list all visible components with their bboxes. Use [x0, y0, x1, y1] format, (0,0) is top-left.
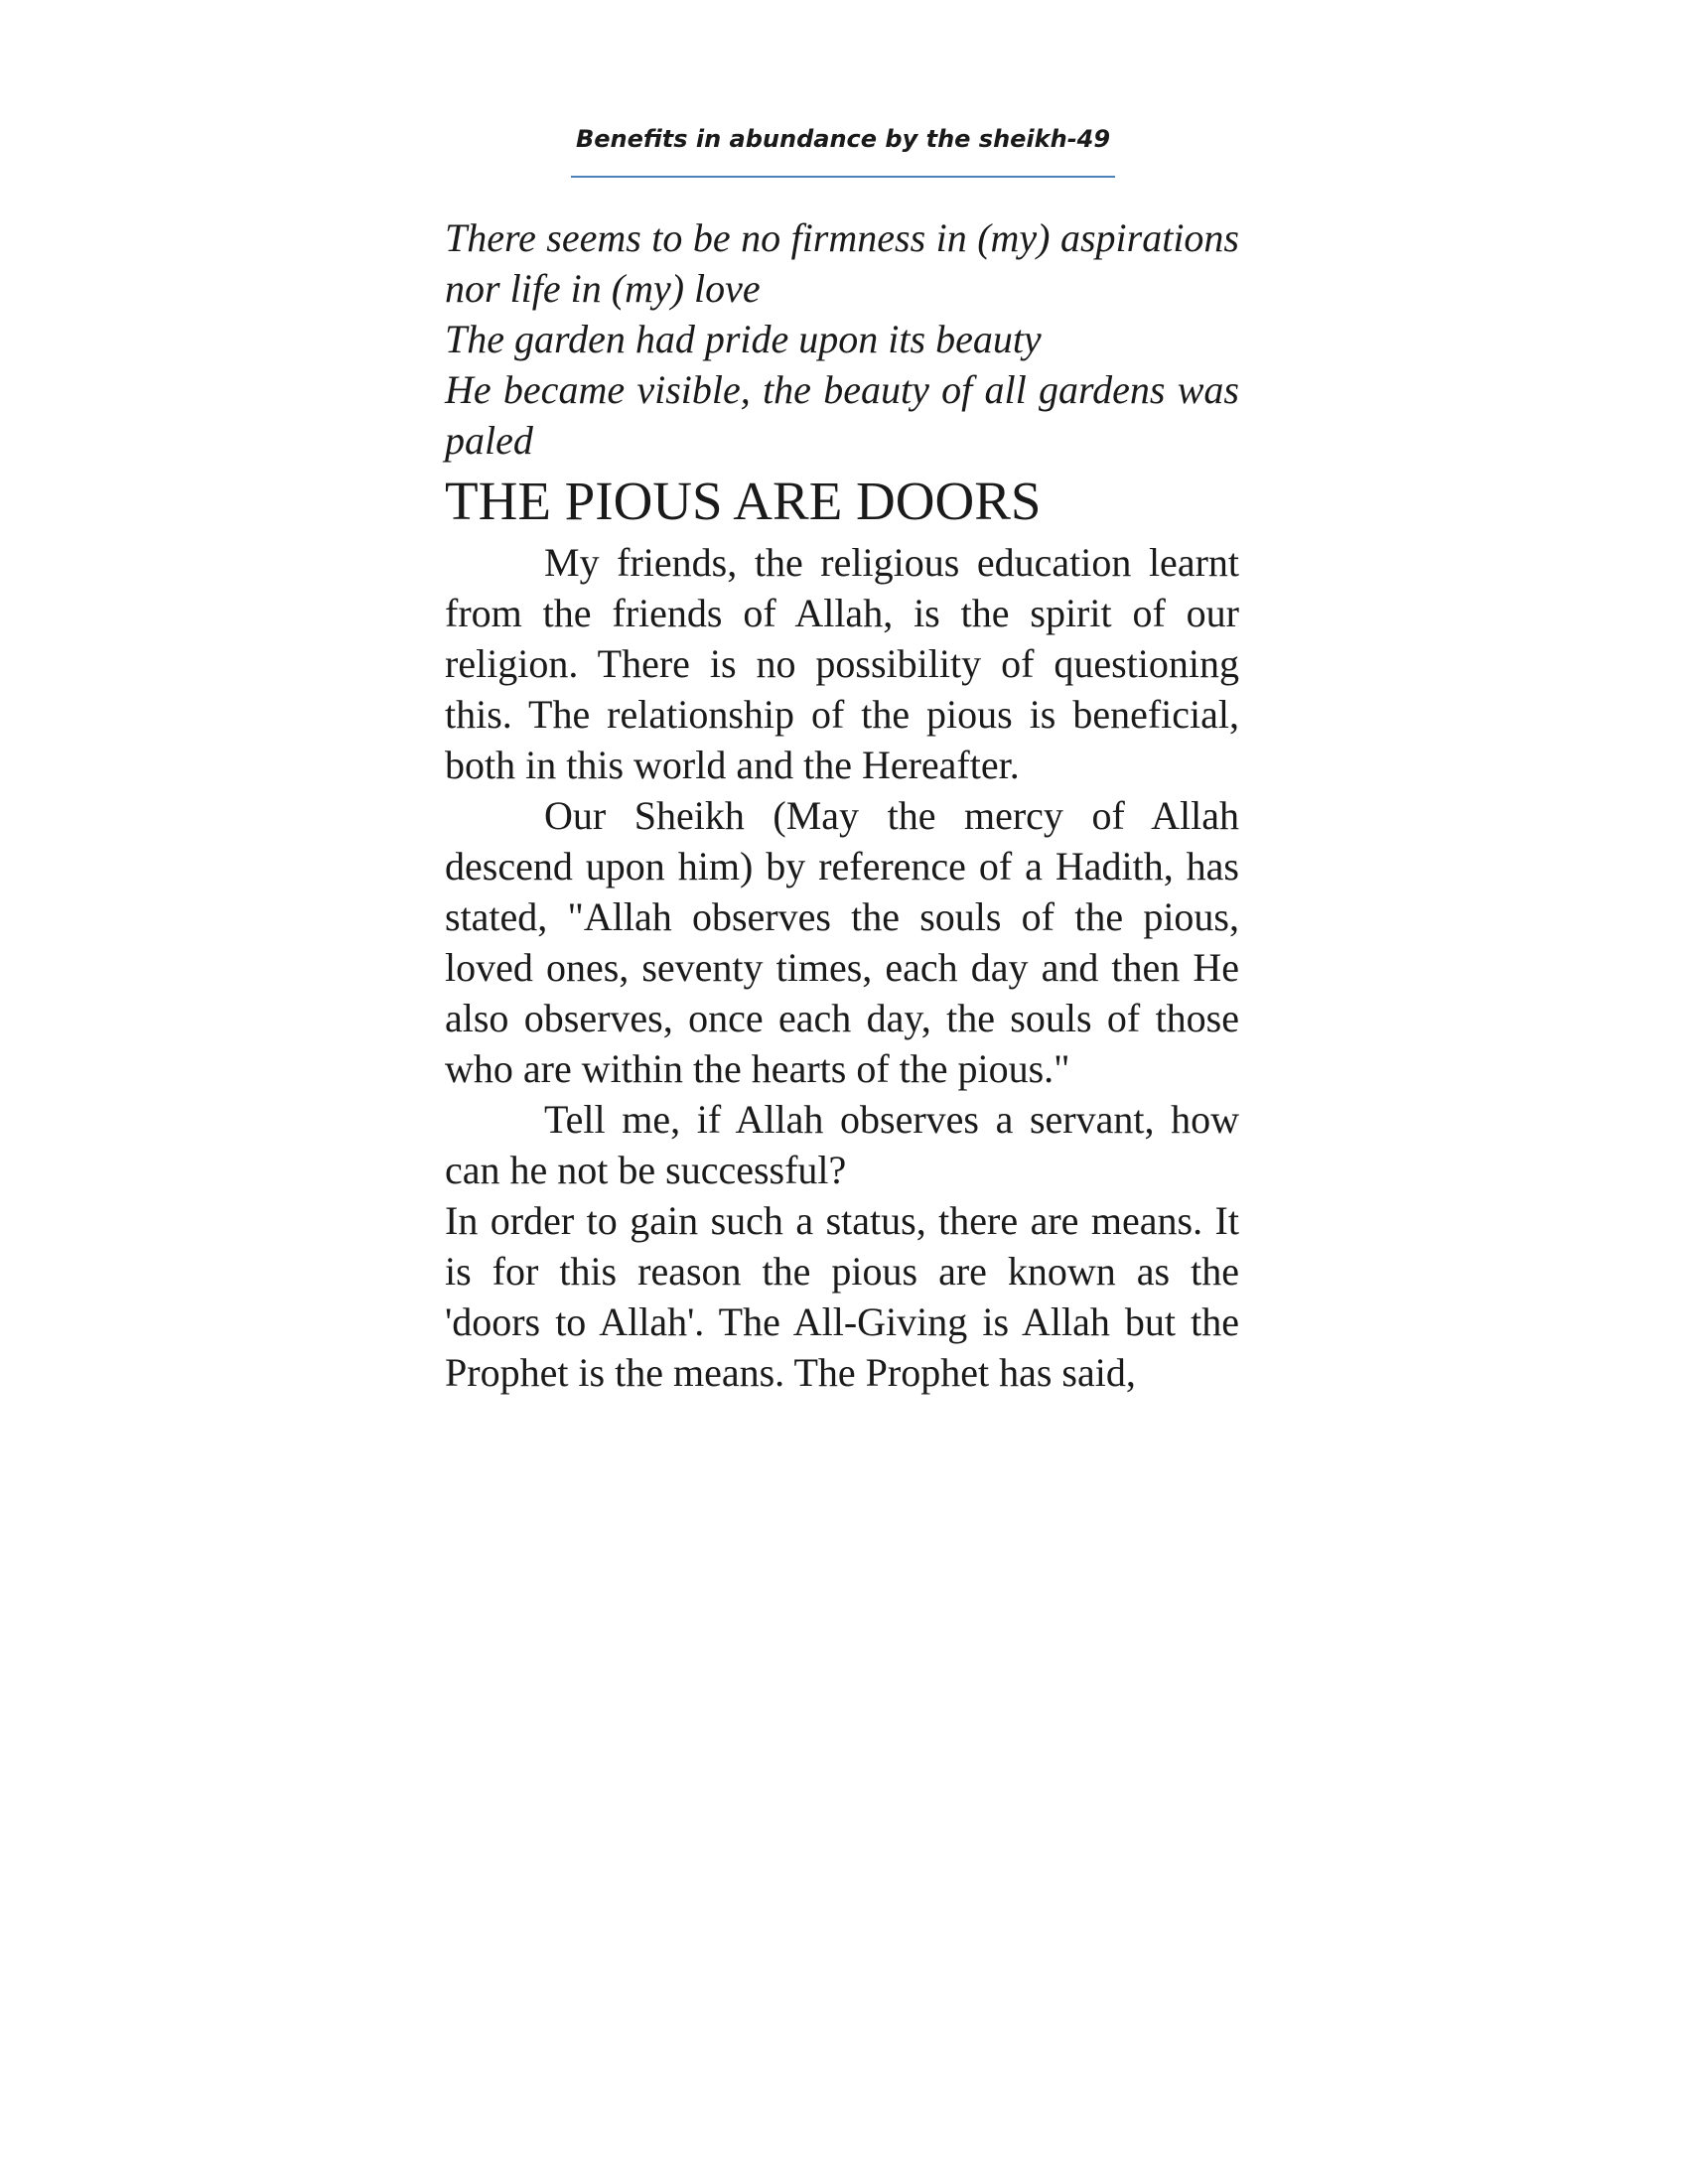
verse-line: The garden had pride upon its beauty	[445, 317, 1042, 361]
paragraph: In order to gain such a status, there are means. It is for this reason the pious are known as the 'doors to Allah'. The All-Giving is Allah but the Prophet is the means. The Prophet has said,	[445, 1198, 1239, 1395]
paragraph: My friends, the religious education learnt from the friends of Allah, is the spirit of our religion. There is no possibility of questioning this. The relationship of the pious is beneficial, both in this world and the Hereafter.	[445, 540, 1239, 787]
verse-line: He became visible, the beauty of all gardens was paled	[445, 367, 1239, 463]
body-text	[445, 212, 1239, 1398]
section-heading: THE PIOUS ARE DOORS	[445, 471, 1042, 531]
verse-line: There seems to be no firmness in (my) aspirations nor life in (my) love	[445, 215, 1239, 311]
paragraph: Tell me, if Allah observes a servant, how can he not be successful?	[445, 1097, 1239, 1192]
running-header: Benefits in abundance by the sheikh-49	[575, 125, 1111, 153]
paragraph: Our Sheikh (May the mercy of Allah descend upon him) by reference of a Hadith, has stated, "Allah observes the souls of the pious, loved ones, seventy times, each day and then He also observes, once each day, the souls of those who are within the hearts of the pious."	[445, 793, 1239, 1091]
header-rule	[571, 176, 1115, 178]
